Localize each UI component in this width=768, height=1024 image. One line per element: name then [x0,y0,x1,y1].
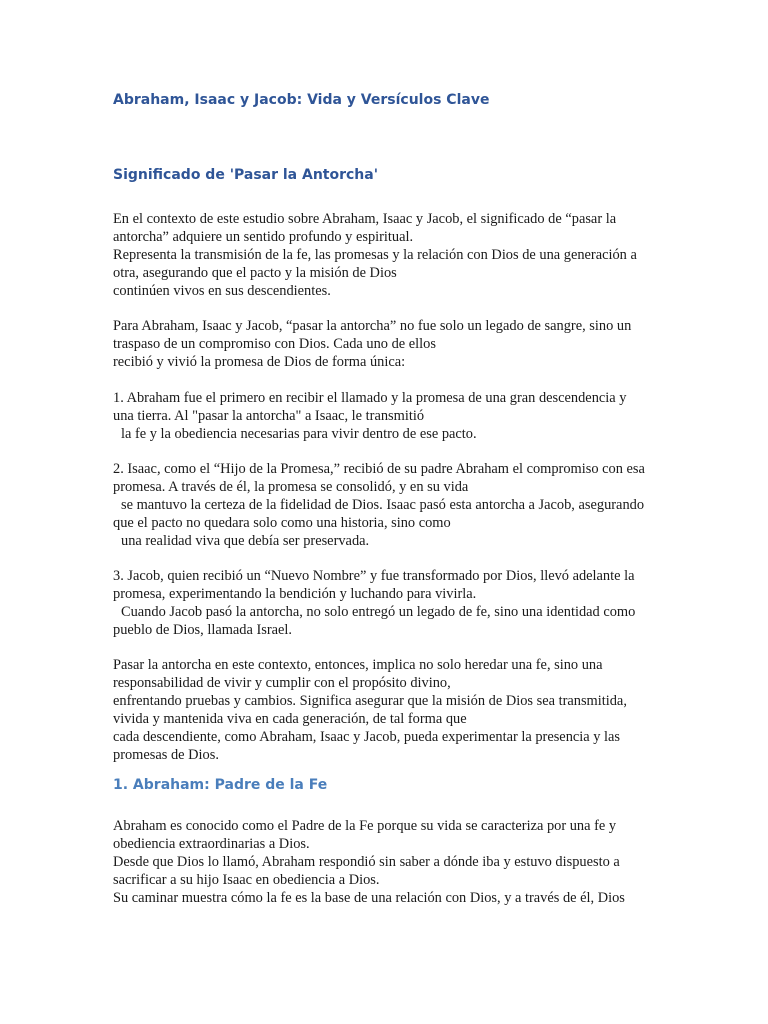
text-line: Su caminar muestra cómo la fe es la base de una relación con Dios, y a través de él, Dios [113,890,625,906]
text-line: que el pacto no quedara solo como una historia, sino como [113,515,451,531]
section-heading: Significado de 'Pasar la Antorcha' [113,167,379,183]
text-line: una realidad viva que debía ser preservada. [121,533,370,549]
text-line: obediencia extraordinarias a Dios. [113,836,310,852]
text-line: Pasar la antorcha en este contexto, entonces, implica no solo heredar una fe, sino una [113,657,603,673]
paragraph-legacy [113,317,673,371]
text-line: una tierra. Al "pasar la antorcha" a Isaac, le transmitió [113,408,425,424]
paragraph-jacob-point [113,567,673,639]
paragraph-abraham-point [113,389,673,443]
text-line: la fe y la obediencia necesarias para vivir dentro de ese pacto. [121,426,477,442]
paragraph-isaac-point [113,460,673,550]
paragraph-abraham-faith [113,817,673,907]
text-line: recibió y vivió la promesa de Dios de forma única: [113,354,406,370]
text-line: Desde que Dios lo llamó, Abraham respondió sin saber a dónde iba y estuvo dispuesto a [113,854,620,870]
text-line: continúen vivos en sus descendientes. [113,283,331,299]
text-line: 1. Abraham fue el primero en recibir el llamado y la promesa de una gran descendencia y [113,390,627,406]
paragraph-intro [113,210,673,300]
text-line: Para Abraham, Isaac y Jacob, “pasar la antorcha” no fue solo un legado de sangre, sino un [113,318,632,334]
text-line: se mantuvo la certeza de la fidelidad de Dios. Isaac pasó esta antorcha a Jacob, asegurando [121,497,645,513]
text-line: 2. Isaac, como el “Hijo de la Promesa,” recibió de su padre Abraham el compromiso con esa [113,461,645,477]
text-line: promesa, experimentando la bendición y luchando para vivirla. [113,586,477,602]
section-heading-abraham: 1. Abraham: Padre de la Fe [113,777,328,793]
text-line: vivida y mantenida viva en cada generación, de tal forma que [113,711,467,727]
text-line: pueblo de Dios, llamada Israel. [113,622,293,638]
text-line: cada descendiente, como Abraham, Isaac y Jacob, pueda experimentar la presencia y las [113,729,621,745]
text-line: otra, asegurando que el pacto y la misión de Dios [113,265,397,281]
paragraph-conclusion [113,656,673,764]
text-line: promesa. A través de él, la promesa se consolidó, y en su vida [113,479,469,495]
text-line: traspaso de un compromiso con Dios. Cada uno de ellos [113,336,436,352]
text-line: sacrificar a su hijo Isaac en obediencia a Dios. [113,872,380,888]
text-line: responsabilidad de vivir y cumplir con el propósito divino, [113,675,451,691]
text-line: 3. Jacob, quien recibió un “Nuevo Nombre” y fue transformado por Dios, llevó adelante la [113,568,635,584]
text-line: antorcha” adquiere un sentido profundo y espiritual. [113,229,414,245]
document-title: Abraham, Isaac y Jacob: Vida y Versículos Clave [113,92,490,108]
text-line: Abraham es conocido como el Padre de la Fe porque su vida se caracteriza por una fe y [113,818,617,834]
text-line: enfrentando pruebas y cambios. Significa asegurar que la misión de Dios sea transmitida, [113,693,627,709]
text-line: En el contexto de este estudio sobre Abraham, Isaac y Jacob, el significado de “pasar la [113,211,617,227]
text-line: Representa la transmisión de la fe, las promesas y la relación con Dios de una generación a [113,247,637,263]
text-line: promesas de Dios. [113,747,219,763]
text-line: Cuando Jacob pasó la antorcha, no solo entregó un legado de fe, sino una identidad como [121,604,636,620]
